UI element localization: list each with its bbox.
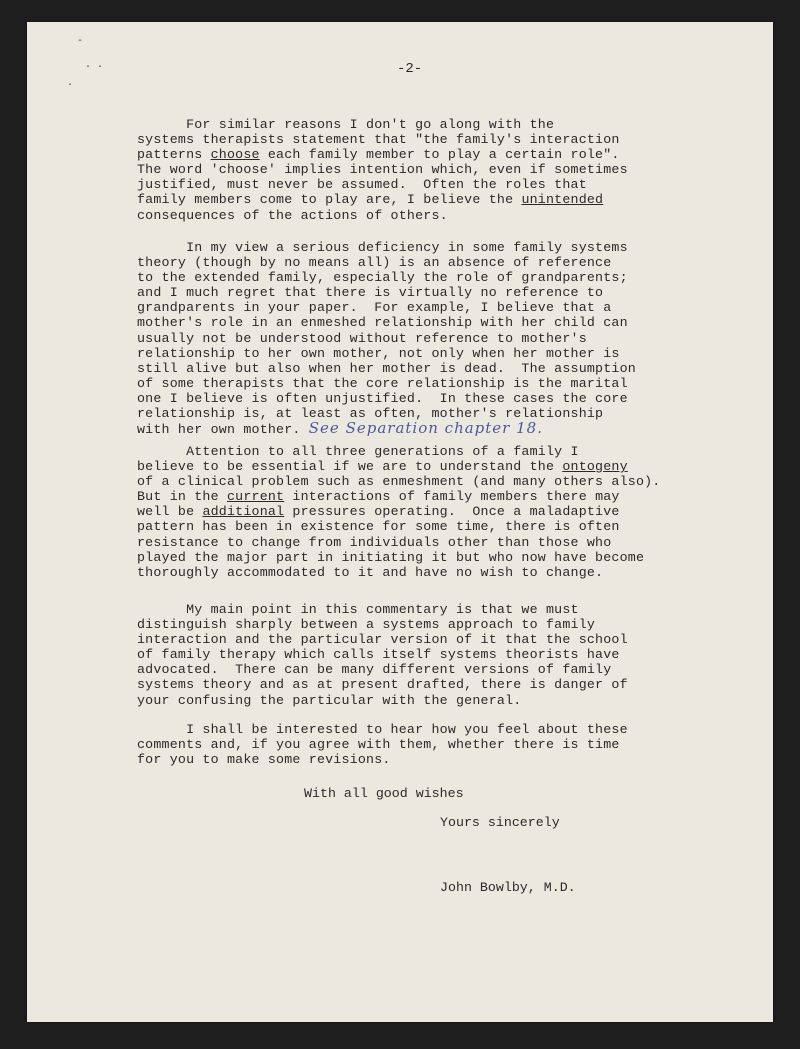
p1-text-line: justified, must never be assumed. Often the roles that: [137, 177, 587, 193]
p1-text-line: consequences of the actions of others.: [137, 207, 448, 223]
underlined-word: ontogeny: [562, 459, 628, 475]
p4-text: My main point in this commentary is that we must distinguish sharply between a systems approach to family interaction and the particular version of it that the school of family therapy which calls itself systems theorists have advocated. There can be many different versions of family systems theory and as at present drafted, there is danger of your confusing the particular with the general.: [137, 602, 628, 708]
underlined-word: unintended: [521, 192, 604, 208]
p1-text-line: family members come to play are, I believe the: [137, 192, 522, 208]
p1-text-line: patterns: [137, 147, 211, 163]
margin-mark: . .: [85, 60, 104, 71]
underlined-word: current: [226, 489, 285, 505]
signature-name: John Bowlby, M.D.: [440, 880, 576, 895]
paragraph-3: [137, 444, 727, 580]
p3-text: interactions of family members there may well be: [137, 489, 620, 520]
paragraph-4: [137, 602, 727, 708]
margin-mark: .: [67, 78, 74, 89]
underlined-word: choose: [210, 147, 260, 163]
page-number: -2-: [397, 61, 423, 77]
closing-line: With all good wishes: [304, 786, 464, 801]
p5-text: I shall be interested to hear how you feel about these comments and, if you agree with them, whether there is time for you to make some revisions.: [137, 722, 628, 768]
p1-text-a: For similar reasons I don't go along with the: [137, 117, 555, 132]
paragraph-1: [137, 117, 727, 223]
margin-mark: -: [77, 36, 84, 47]
p1-text-line: The word 'choose' implies intention which, even if sometimes: [137, 162, 628, 178]
p1-text-line: each family member to play a certain role".: [259, 147, 620, 163]
p3-text: pressures operating. Once a maladaptive pattern has been in existence for some time, there is often resistance to change from individuals other than those who played the major part in initiating it but who now have become thoroughly accommodated to it and have no wish to change.: [137, 504, 645, 580]
underlined-word: additional: [202, 504, 285, 520]
paragraph-2: [137, 240, 727, 437]
letter-page: [27, 22, 773, 1022]
paragraph-5: [137, 722, 727, 767]
p1-text-line: systems therapists statement that "the family's interaction: [137, 132, 620, 148]
p2-text: In my view a serious deficiency in some family systems theory (though by no means all) is an absence of reference to the extended family, especially the role of grandparents; and I much regret that there is virtually no reference to grandparents in your paper. For example, I believe that a mother's role in an enmeshed relationship with her child can usually not be understood without reference to mother's relationship to her own mother, not only when her mother is still alive but also when her mother is dead. The assumption of some therapists that the core relationship is the marital one I believe is often unjustified. In these cases the core relationship is, at least as often, mother's relationship with her own mother.: [137, 240, 636, 438]
p3-text: of a clinical problem such as enmeshment (and many others also). But in the: [137, 474, 661, 505]
handwritten-note: See Separation chapter 18.: [308, 419, 543, 438]
p3-text: Attention to all three generations of a family I believe to be essential if we are to understand the: [137, 444, 579, 475]
valediction: Yours sincerely: [440, 815, 560, 830]
